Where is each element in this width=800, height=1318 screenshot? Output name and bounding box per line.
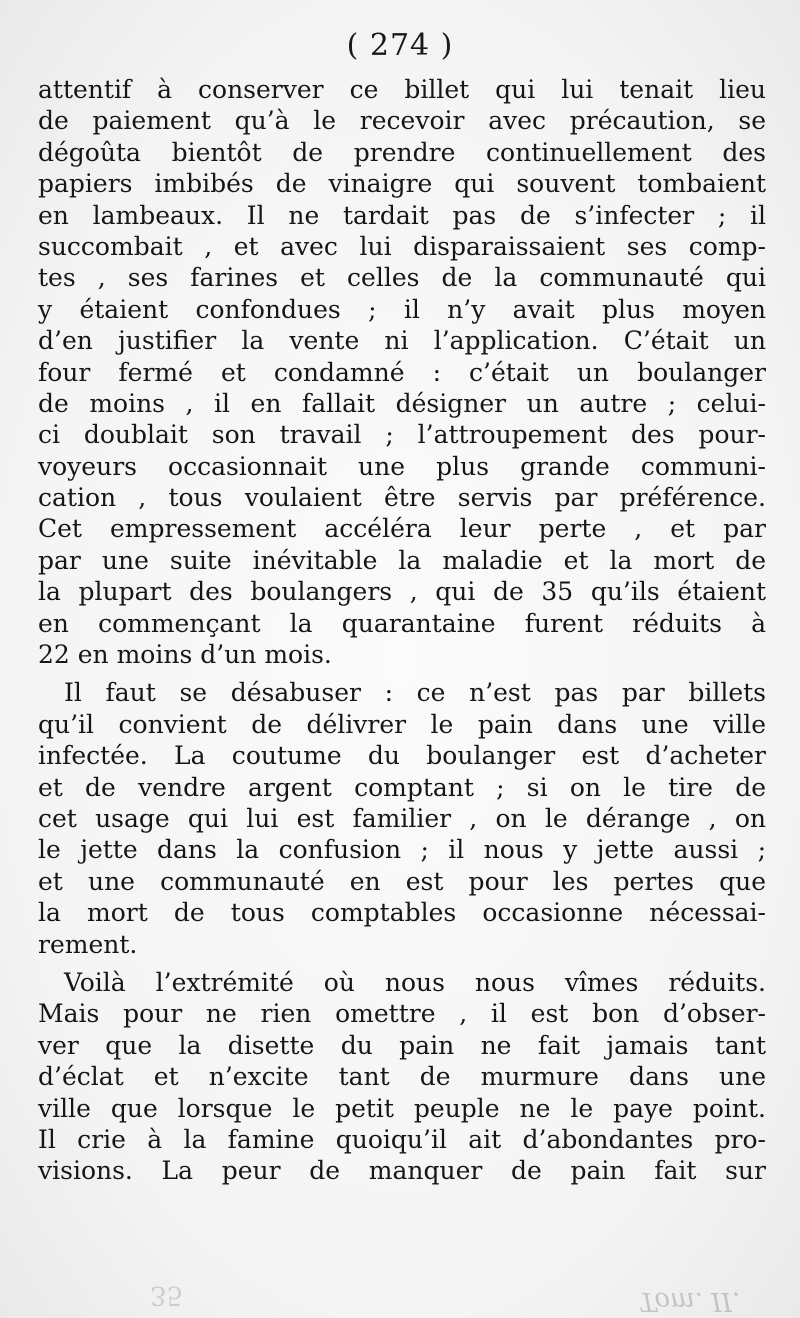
paragraph-1 [38, 74, 766, 670]
text-line: la plupart des boulangers , qui de 35 qu’ils étaient [38, 577, 766, 607]
text-line: et de vendre argent comptant ; si on le tire de [38, 772, 766, 802]
text-line: tes , ses farines et celles de la communauté qui [38, 263, 766, 293]
text-line: ville que lorsque le petit peuple ne le paye point. [38, 1093, 766, 1123]
signature-mark: 35 [150, 1280, 184, 1310]
text-line: visions. La peur de manquer de pain fait sur [38, 1156, 766, 1186]
text-line: le jette dans la confusion ; il nous y jette aussi ; [38, 835, 766, 865]
text-line: la mort de tous comptables occasionne nécessai- [38, 898, 766, 928]
text-line: rement. [38, 929, 138, 959]
text-line: en lambeaux. Il ne tardait pas de s’infecter ; il [38, 200, 766, 230]
text-line: 22 en moins d’un mois. [38, 640, 332, 670]
text-line: infectée. La coutume du boulanger est d’acheter [38, 741, 766, 771]
paragraph-3 [38, 967, 766, 1187]
text-line: succombait , et avec lui disparaissaient ses comp- [38, 231, 766, 261]
text-line: voyeurs occasionnait une plus grande communi- [38, 451, 766, 481]
text-line: ver que la disette du pain ne fait jamais tant [38, 1030, 766, 1060]
body-text [38, 74, 766, 1187]
text-line: Mais pour ne rien omettre , il est bon d’obser- [38, 999, 766, 1029]
text-line: d’en justifier la vente ni l’application. C’était un [38, 326, 766, 356]
text-line: d’éclat et n’excite tant de murmure dans une [38, 1062, 766, 1092]
text-line: en commençant la quarantaine furent réduits à [38, 608, 766, 638]
text-line: Il faut se désabuser : ce n’est pas par billets [64, 678, 766, 708]
text-line: ci doublait son travail ; l’attroupement des pour- [38, 420, 766, 450]
text-line: de paiement qu’à le recevoir avec précaution, se [38, 106, 766, 136]
text-line: Voilà l’extrémité où nous nous vîmes réduits. [64, 967, 766, 997]
text-line: attentif à conserver ce billet qui lui tenait lieu [38, 75, 766, 104]
paragraph-2 [38, 677, 766, 960]
text-line: de moins , il en fallait désigner un autre ; celui- [38, 388, 766, 418]
text-line: y étaient confondues ; il n’y avait plus moyen [38, 294, 766, 324]
text-line: Cet empressement accéléra leur perte , et par [38, 514, 766, 544]
text-line: four fermé et condamné : c’était un boulanger [38, 357, 766, 387]
page-number: ( 274 ) [346, 28, 454, 63]
text-line: papiers imbibés de vinaigre qui souvent tombaient [38, 169, 766, 199]
text-line: dégoûta bientôt de prendre continuellement des [38, 137, 766, 167]
text-line: qu’il convient de délivrer le pain dans une ville [38, 709, 766, 739]
text-line: cation , tous voulaient être servis par préférence. [38, 483, 766, 513]
signature-footer: Tom. II. [639, 1286, 740, 1316]
text-line: Il crie à la famine quoiqu’il ait d’abondantes pro- [38, 1124, 766, 1154]
text-line: par une suite inévitable la maladie et la mort de [38, 545, 766, 575]
text-line: et une communauté en est pour les pertes que [38, 866, 766, 896]
text-line: cet usage qui lui est familier , on le dérange , on [38, 803, 766, 833]
